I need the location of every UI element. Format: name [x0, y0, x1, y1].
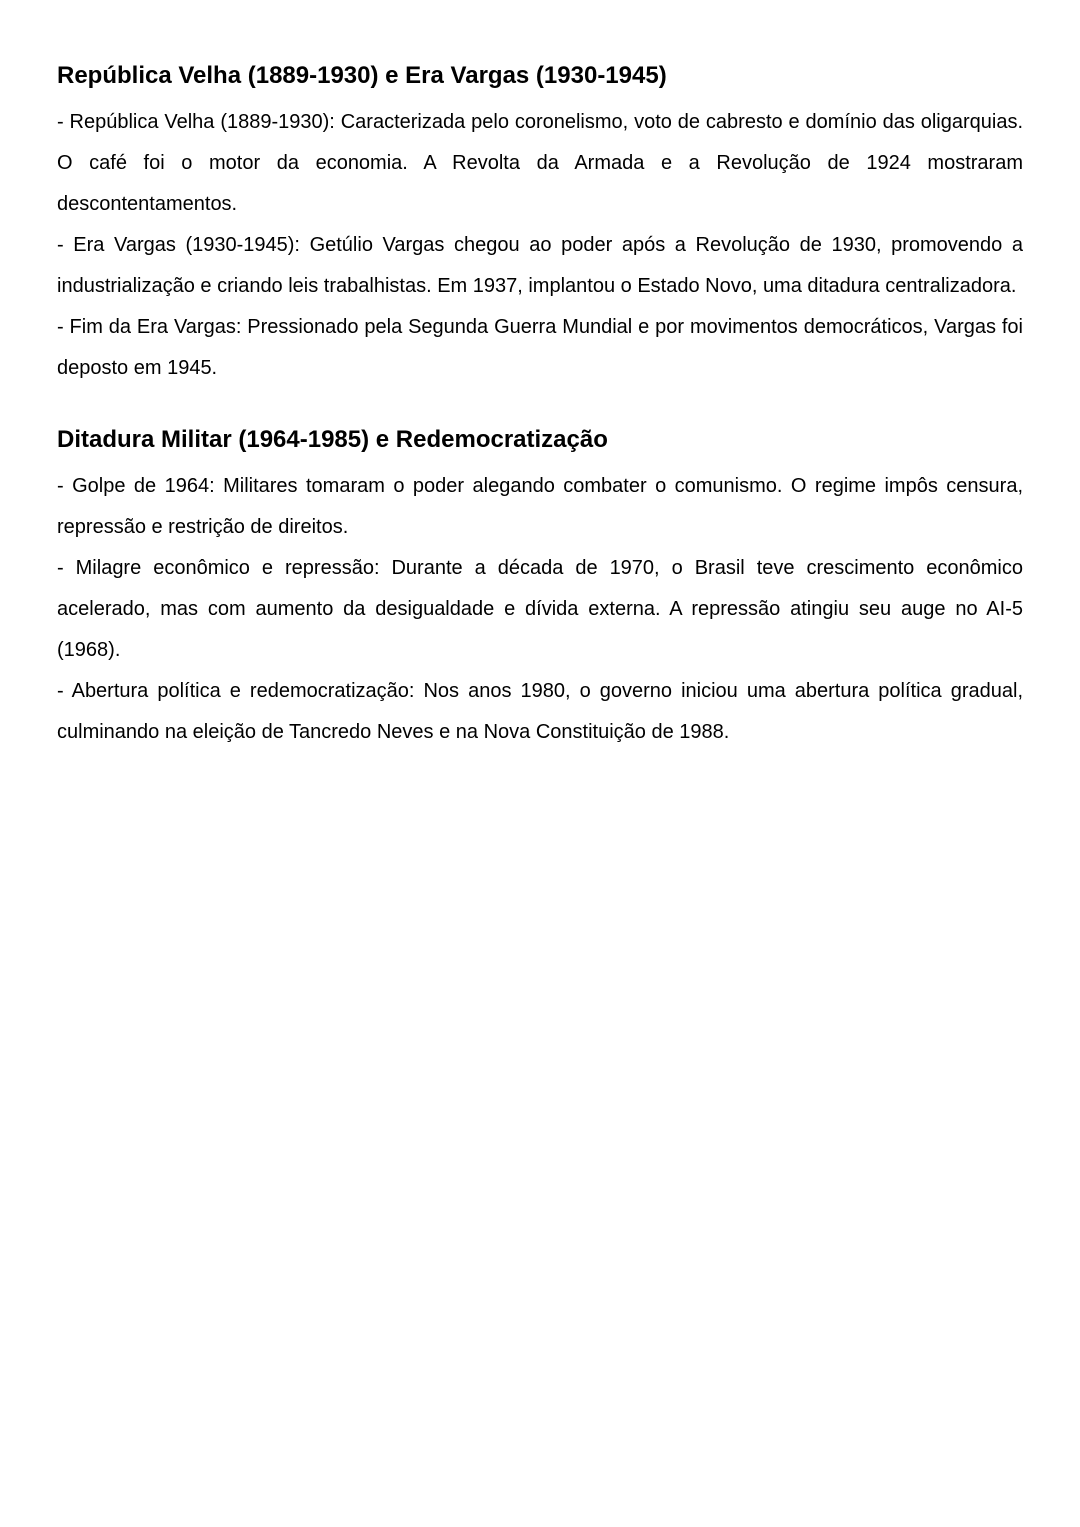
section-republica-vargas [57, 56, 1023, 389]
section-heading: Ditadura Militar (1964-1985) e Redemocratização [57, 426, 608, 453]
paragraph: - Fim da Era Vargas: Pressionado pela Segunda Guerra Mundial e por movimentos democráticos, Vargas foi deposto em 1945. [57, 316, 1023, 379]
section-ditadura-redemocratizacao [57, 420, 1023, 753]
section-heading: República Velha (1889-1930) e Era Vargas (1930-1945) [57, 62, 667, 89]
paragraph: - Golpe de 1964: Militares tomaram o poder alegando combater o comunismo. O regime impôs censura, repressão e restrição de direitos. [57, 475, 1023, 538]
paragraph: - República Velha (1889-1930): Caracterizada pelo coronelismo, voto de cabresto e domínio das oligarquias. O café foi o motor da economia. A Revolta da Armada e a Revolução de 1924 mostraram descontentamentos. [57, 111, 1023, 215]
paragraph: - Era Vargas (1930-1945): Getúlio Vargas chegou ao poder após a Revolução de 1930, promovendo a industrialização e criando leis trabalhistas. Em 1937, implantou o Estado Novo, uma ditadura centralizadora. [57, 234, 1023, 297]
document-page [57, 56, 1023, 753]
paragraph: - Abertura política e redemocratização: Nos anos 1980, o governo iniciou uma abertura política gradual, culminando na eleição de Tancredo Neves e na Nova Constituição de 1988. [57, 680, 1023, 743]
paragraph: - Milagre econômico e repressão: Durante a década de 1970, o Brasil teve crescimento econômico acelerado, mas com aumento da desigualdade e dívida externa. A repressão atingiu seu auge no AI-5 (1968). [57, 557, 1023, 661]
